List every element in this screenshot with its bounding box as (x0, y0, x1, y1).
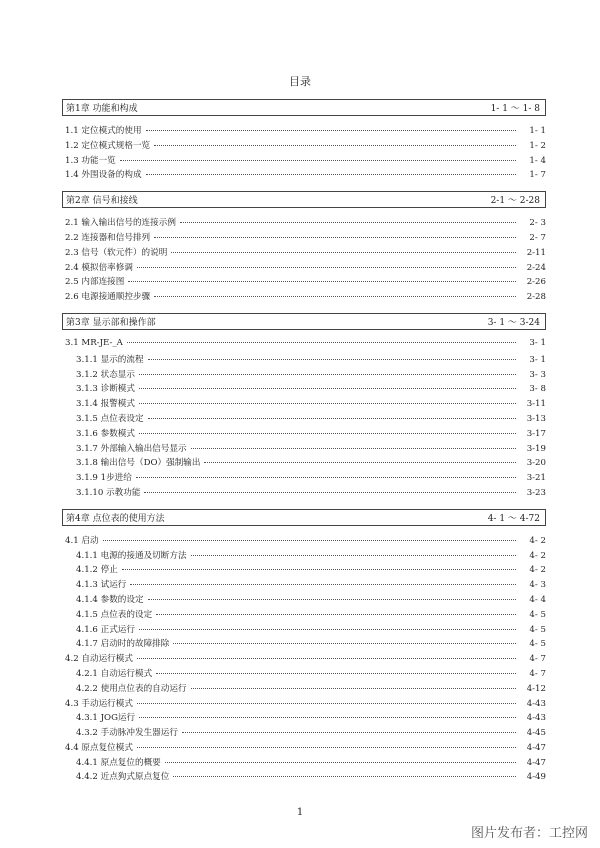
dot-leader (191, 448, 516, 449)
toc-entry-label: 4.3.2 手动脉冲发生器运行 (76, 728, 178, 739)
chapter-pages: 3- 1 ～ 3-24 (487, 317, 540, 328)
toc-entry-page: 4- 5 (529, 609, 546, 620)
toc-entry-page: 4- 2 (529, 565, 546, 576)
dot-leader (165, 762, 516, 763)
toc-entry[interactable] (62, 593, 546, 608)
toc-entry[interactable] (62, 726, 546, 741)
toc-entry-label: 3.1.2 状态显示 (76, 369, 135, 380)
toc-entry[interactable] (62, 231, 546, 246)
dot-leader (139, 388, 516, 389)
toc-entry-label: 4.2.2 使用点位表的自动运行 (76, 683, 187, 694)
dot-leader (191, 555, 516, 556)
toc-entry[interactable] (62, 741, 546, 756)
toc-entry-label: 1.2 定位模式规格一览 (65, 140, 151, 151)
chapter-entries (62, 124, 546, 183)
toc-entry[interactable] (62, 124, 546, 139)
toc-entry-label: 3.1.1 显示的流程 (76, 354, 144, 365)
toc-entry-page: 3-21 (526, 473, 546, 484)
toc-entry[interactable] (62, 456, 546, 471)
toc-entry-label: 4.1.3 试运行 (76, 580, 127, 591)
chapter-header (62, 99, 546, 116)
toc-entry-label: 4.3 手动运行模式 (65, 698, 133, 709)
toc-entry-page: 4-47 (526, 742, 546, 753)
dot-leader (139, 433, 516, 434)
toc-entry[interactable] (62, 578, 546, 593)
chapter-header (62, 191, 546, 208)
toc-entry-label: 2.5 内部连接图 (65, 277, 125, 288)
toc-entry-page: 2- 3 (529, 218, 546, 229)
dot-leader (122, 569, 516, 570)
toc-entry[interactable] (62, 427, 546, 442)
toc-entry-page: 3-20 (526, 458, 546, 469)
toc-entry[interactable] (62, 397, 546, 412)
toc-entry-label: 3.1.5 点位表设定 (76, 413, 144, 424)
dot-leader (137, 267, 516, 268)
dot-leader (137, 747, 516, 748)
toc-entry-label: 4.1.5 点位表的设定 (76, 609, 153, 620)
dot-leader (173, 643, 516, 644)
chapter-entries (62, 534, 546, 786)
chapter-header (62, 313, 546, 330)
toc-entry-page: 3- 1 (529, 354, 546, 365)
toc-entry[interactable] (62, 563, 546, 578)
dot-leader (180, 222, 516, 223)
dot-leader (139, 374, 516, 375)
toc-entry-label: 1.4 外围设备的构成 (65, 170, 142, 181)
toc-entry[interactable] (62, 246, 546, 261)
toc-entry-label: 3.1.9 1步进给 (76, 473, 132, 484)
toc-entry-label: 4.1.6 正式运行 (76, 624, 135, 635)
toc-entry[interactable] (62, 682, 546, 697)
toc-entry[interactable] (62, 261, 546, 276)
dot-leader (148, 359, 516, 360)
dot-leader (191, 688, 516, 689)
toc-entry-label: 3.1 MR-JE-_A (65, 337, 123, 348)
toc-entry[interactable] (62, 534, 546, 549)
toc-entry[interactable] (62, 652, 546, 667)
toc-entry-page: 4- 7 (529, 654, 546, 665)
chapter-2 (62, 191, 546, 305)
toc-entry-label: 1.1 定位模式的使用 (65, 126, 142, 136)
toc-entry-page: 1- 7 (529, 170, 546, 181)
toc-entry-label: 4.1.7 启动时的故障排除 (76, 639, 170, 650)
toc-entry-label: 4.2 自动运行模式 (65, 654, 133, 665)
dot-leader (146, 174, 516, 175)
toc-entry[interactable] (62, 608, 546, 623)
toc-entry[interactable] (62, 667, 546, 682)
toc-entry[interactable] (62, 637, 546, 652)
toc-entry[interactable] (62, 216, 546, 231)
toc-entry[interactable] (62, 353, 546, 368)
dot-leader (156, 673, 516, 674)
chapter-title: 第1章 功能和构成 (66, 104, 138, 114)
toc-entry[interactable] (62, 756, 546, 771)
toc-entry-label: 4.4.1 原点复位的概要 (76, 757, 161, 768)
toc-entry-page: 4-43 (526, 698, 546, 709)
dot-leader (137, 658, 516, 659)
dot-leader (130, 584, 516, 585)
dot-leader (154, 237, 516, 238)
chapter-title: 第3章 显示部和操作部 (66, 317, 156, 328)
chapter-1 (62, 99, 546, 183)
chapter-pages: 4- 1 ～ 4-72 (487, 513, 540, 524)
dot-leader (148, 418, 516, 419)
toc-entry-page: 3-13 (526, 413, 546, 424)
toc-entry-label: 2.2 连接器和信号排列 (65, 232, 151, 243)
toc-entry-page: 2-28 (526, 292, 546, 303)
page-number: 1 (296, 807, 304, 818)
dot-leader (146, 130, 516, 131)
dot-leader (139, 403, 516, 404)
toc-entry-page: 4- 4 (529, 594, 546, 605)
toc-entry-page: 2-11 (526, 247, 546, 258)
toc-entry-label: 2.4 模拟倍率修调 (65, 262, 133, 273)
toc-entry-page: 3-23 (526, 487, 546, 498)
toc-entry-label: 3.1.3 诊断模式 (76, 384, 135, 395)
dot-leader (139, 717, 516, 718)
toc-entry-page: 4- 2 (529, 535, 546, 546)
chapter-entries (62, 216, 546, 305)
dot-leader (204, 462, 516, 463)
toc-entry-page: 3- 3 (529, 369, 546, 380)
toc-entry-page: 4-43 (526, 713, 546, 724)
toc-entry-label: 2.6 电源接通顺控步骤 (65, 292, 151, 303)
chapter-pages: 1- 1 ～ 1- 8 (490, 104, 540, 114)
chapter-title: 第4章 点位表的使用方法 (66, 513, 165, 524)
toc-entry-label: 3.1.4 报警模式 (76, 399, 135, 410)
toc-entry-label: 3.1.8 输出信号（DO）强制输出 (76, 458, 201, 469)
page-title: 目录 (289, 75, 311, 88)
dot-leader (173, 776, 516, 777)
toc-entry-page: 1- 1 (529, 126, 546, 136)
toc-entry-page: 3- 1 (529, 337, 546, 348)
toc-entry-label: 4.3.1 JOG运行 (76, 713, 136, 724)
dot-leader (136, 477, 516, 478)
toc-entry[interactable] (62, 338, 546, 353)
dot-leader (154, 145, 516, 146)
toc-entry-label: 2.3 信号（软元件）的说明 (65, 247, 168, 258)
toc-entry[interactable] (62, 154, 546, 169)
toc-entry[interactable] (62, 290, 546, 305)
toc-entry-page: 4-45 (526, 728, 546, 739)
toc-entry-label: 4.1.2 停止 (76, 565, 118, 576)
chapter-4 (62, 509, 546, 786)
toc-entry[interactable] (62, 168, 546, 183)
table-of-contents (62, 99, 546, 793)
toc-entry[interactable] (62, 139, 546, 154)
toc-entry-label: 4.4 原点复位模式 (65, 742, 133, 753)
dot-leader (144, 492, 516, 493)
toc-entry[interactable] (62, 549, 546, 564)
toc-entry[interactable] (62, 442, 546, 457)
toc-entry-page: 4-47 (526, 757, 546, 768)
toc-entry[interactable] (62, 711, 546, 726)
toc-entry-label: 3.1.7 外部输入输出信号显示 (76, 443, 187, 454)
toc-entry-label: 3.1.10 示教功能 (76, 487, 141, 498)
chapter-header (62, 509, 546, 526)
watermark: 图片发布者：工控网 (470, 826, 588, 841)
toc-entry[interactable] (62, 770, 546, 785)
dot-leader (139, 629, 516, 630)
toc-entry-page: 4- 5 (529, 639, 546, 650)
toc-entry-page: 3- 8 (529, 384, 546, 395)
toc-entry-page: 1- 2 (529, 140, 546, 151)
toc-entry-page: 3-19 (526, 443, 546, 454)
toc-entry-label: 2.1 输入输出信号的连接示例 (65, 218, 176, 229)
toc-entry[interactable] (62, 697, 546, 712)
toc-entry-label: 1.3 功能一览 (65, 155, 116, 166)
toc-entry-label: 4.1.1 电源的接通及切断方法 (76, 550, 187, 561)
toc-entry-page: 2- 7 (529, 232, 546, 243)
toc-entry[interactable] (62, 412, 546, 427)
toc-entry-page: 2-24 (526, 262, 546, 273)
toc-entry-page: 4- 3 (529, 580, 546, 591)
toc-entry[interactable] (62, 486, 546, 501)
toc-entry-label: 4.1 启动 (65, 535, 99, 546)
dot-leader (137, 703, 516, 704)
dot-leader (128, 281, 516, 282)
dot-leader (171, 252, 516, 253)
dot-leader (120, 160, 516, 161)
toc-entry-page: 4-12 (526, 683, 546, 694)
chapter-pages: 2-1 ～ 2-28 (490, 196, 540, 207)
dot-leader (156, 614, 516, 615)
toc-entry-page: 2-26 (526, 277, 546, 288)
toc-entry-page: 4- 5 (529, 624, 546, 635)
toc-entry-page: 3-17 (526, 428, 546, 439)
toc-entry[interactable] (62, 471, 546, 486)
toc-entry-label: 4.4.2 近点狗式原点复位 (76, 772, 170, 783)
dot-leader (103, 540, 516, 541)
toc-entry[interactable] (62, 623, 546, 638)
toc-entry[interactable] (62, 382, 546, 397)
toc-entry-page: 1- 4 (529, 155, 546, 166)
dot-leader (154, 296, 516, 297)
toc-entry-label: 4.2.1 自动运行模式 (76, 668, 153, 679)
dot-leader (148, 599, 516, 600)
toc-entry[interactable] (62, 275, 546, 290)
dot-leader (127, 342, 516, 343)
dot-leader (182, 732, 516, 733)
toc-entry-page: 4- 2 (529, 550, 546, 561)
toc-entry-page: 3-11 (526, 399, 546, 410)
chapter-title: 第2章 信号和接线 (66, 196, 138, 207)
toc-entry[interactable] (62, 368, 546, 383)
chapter-entries (62, 338, 546, 501)
toc-entry-label: 4.1.4 参数的设定 (76, 594, 144, 605)
chapter-3 (62, 313, 546, 501)
toc-entry-page: 4- 7 (529, 668, 546, 679)
toc-entry-page: 4-49 (526, 772, 546, 783)
toc-entry-label: 3.1.6 参数模式 (76, 428, 135, 439)
